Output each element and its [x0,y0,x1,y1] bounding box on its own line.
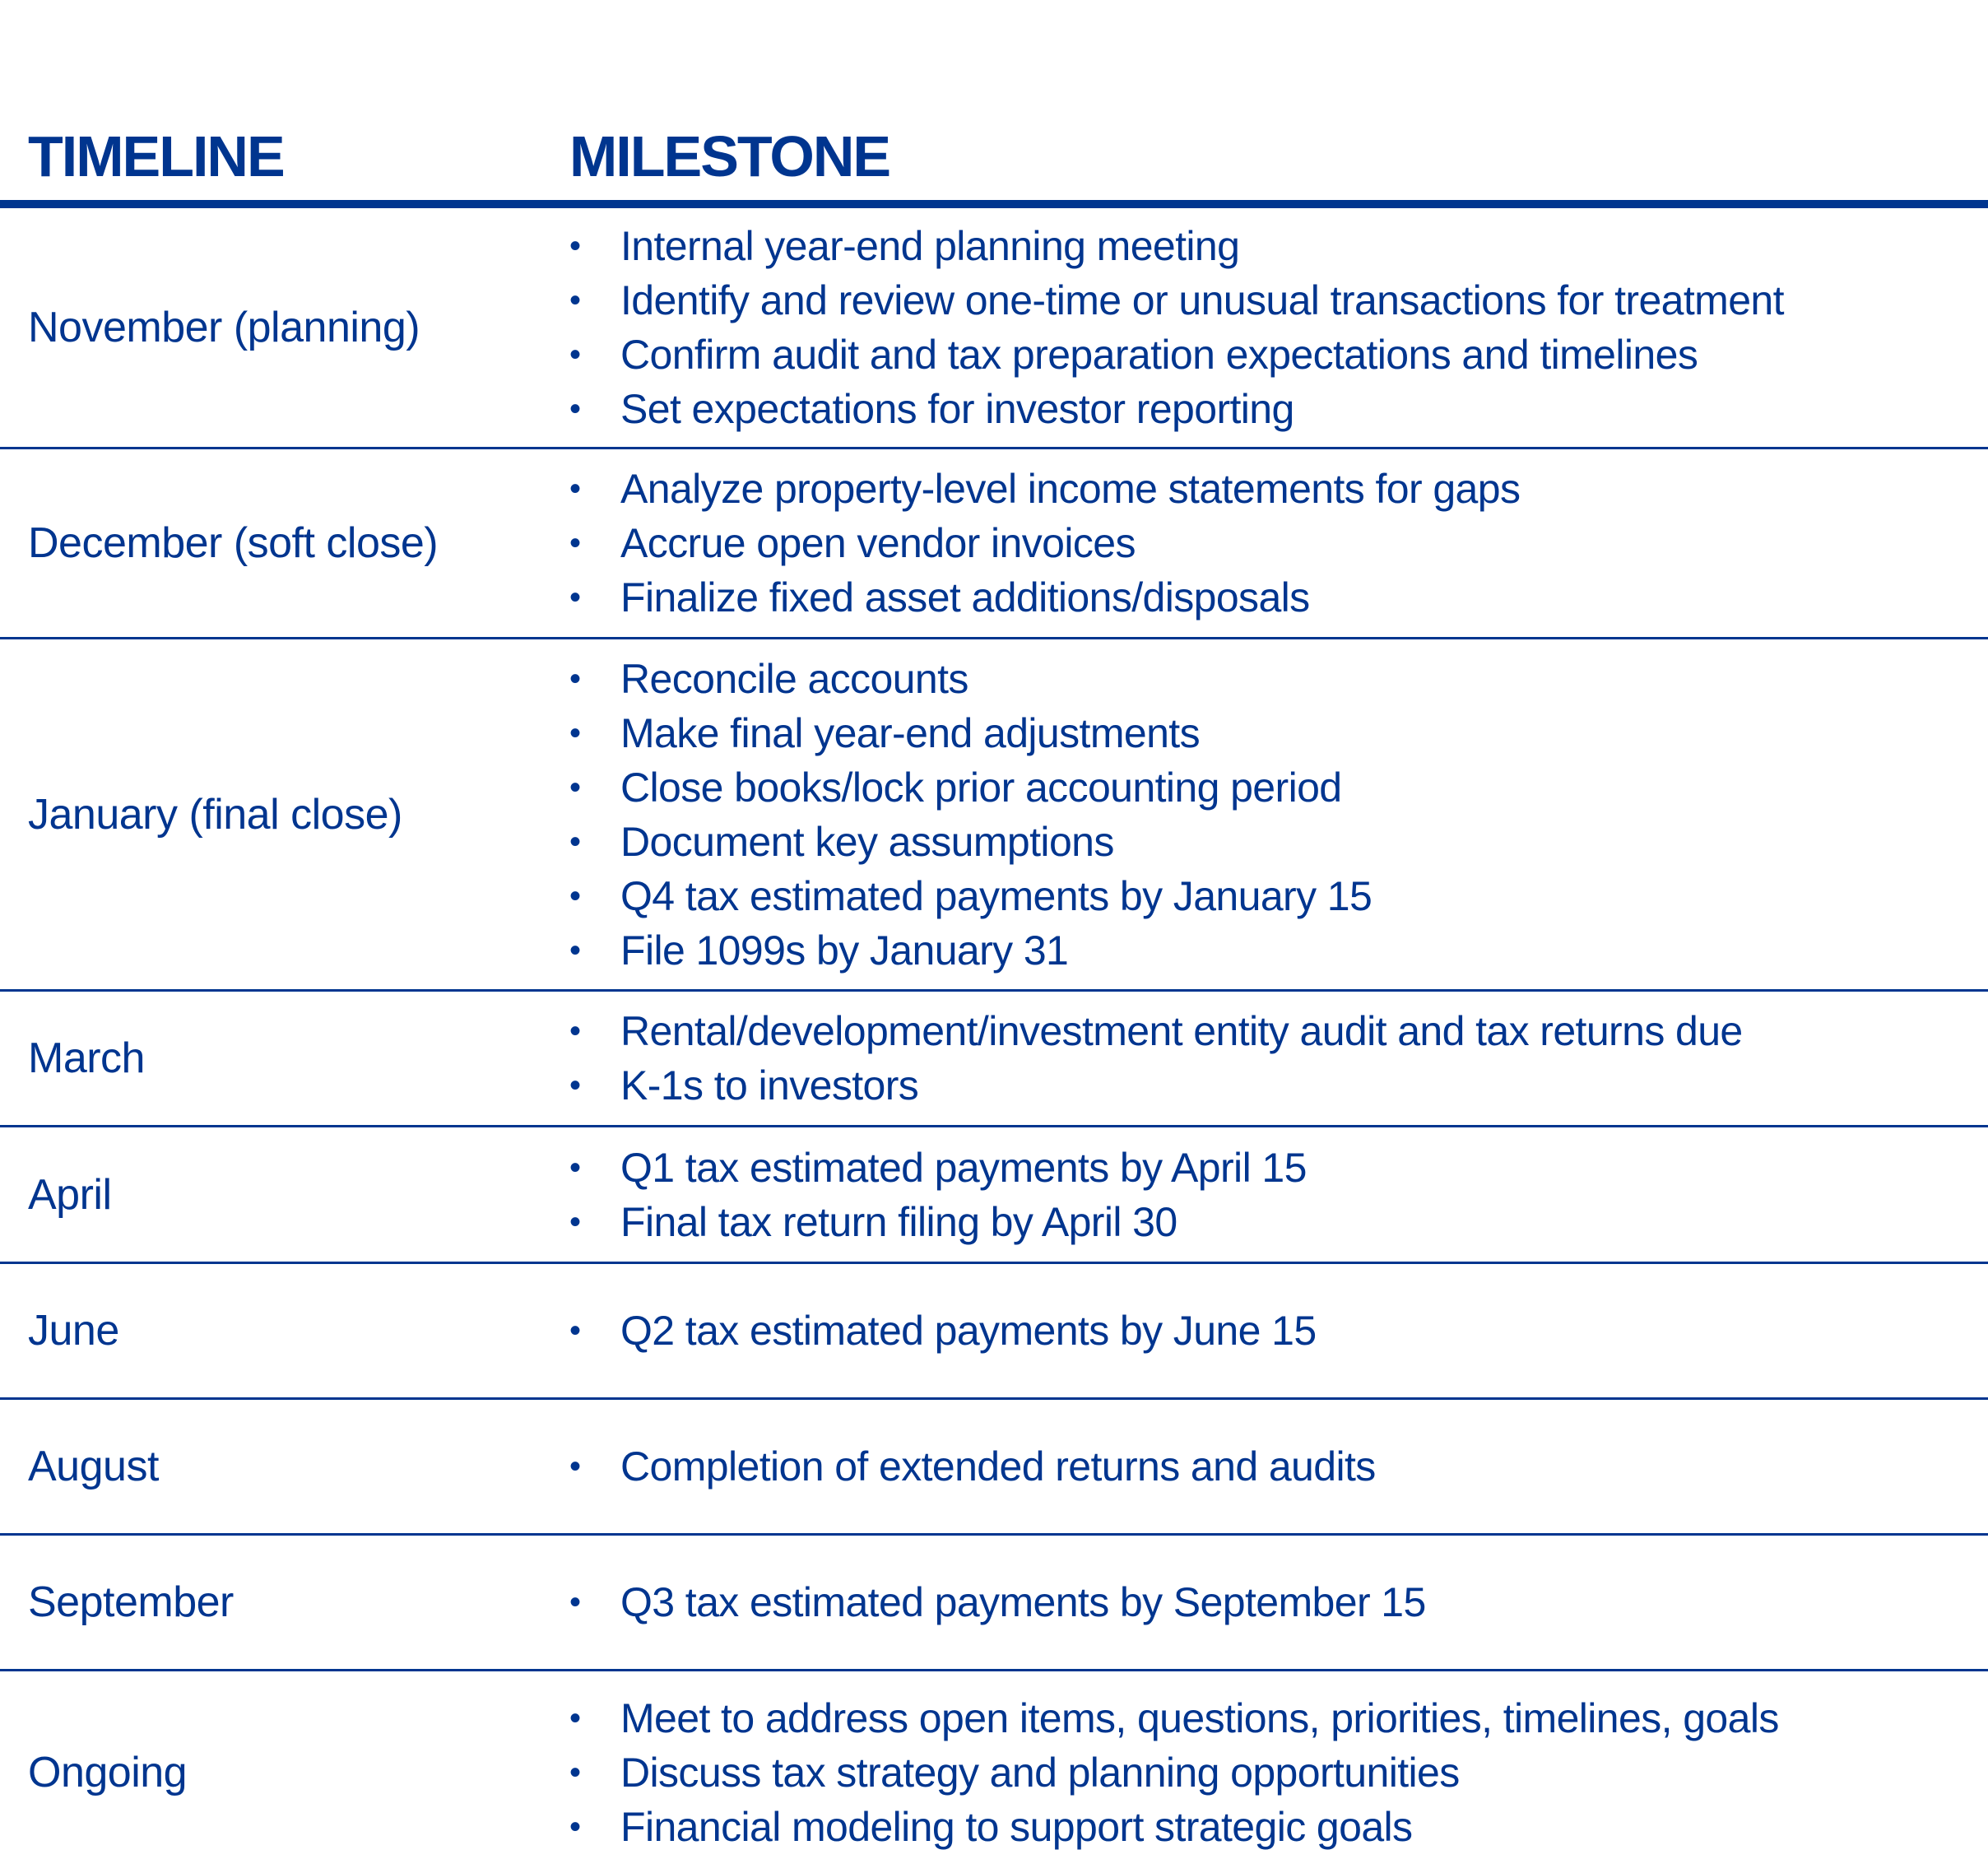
milestone-item [569,462,1520,516]
header-divider [0,200,1988,208]
bullet-icon: • [569,877,581,914]
milestone-text: K-1s to investors [620,1062,919,1108]
milestone-list [569,1004,1743,1113]
milestone-text: Q4 tax estimated payments by January 15 [620,872,1373,919]
bullet-icon: • [569,823,581,860]
milestone-text: Final tax return filing by April 30 [620,1198,1177,1245]
table-row [0,208,1988,447]
milestone-item [569,1141,1307,1195]
milestone-list [569,1304,1317,1358]
milestone-text: Set expectations for investor reporting [620,386,1294,432]
bullet-icon: • [569,1584,581,1620]
milestone-item [569,1304,1317,1358]
bullet-icon: • [569,228,581,264]
milestone-list [569,219,1784,436]
bullet-icon: • [569,1448,581,1485]
bullet-icon: • [569,1313,581,1349]
milestone-item [569,1195,1307,1249]
milestone-text: Discuss tax strategy and planning opportunities [620,1749,1460,1796]
milestone-item [569,652,1372,706]
timeline-cell: April [28,1170,112,1219]
timeline-cell: September [28,1578,234,1626]
timeline-column-header: TIMELINE [28,124,284,188]
milestone-text: Identify and review one-time or unusual transactions for treatment [620,277,1784,323]
bullet-icon: • [569,282,581,318]
milestone-item [569,760,1372,815]
milestone-item [569,1800,1779,1854]
bullet-icon: • [569,471,581,507]
table-row [0,449,1988,637]
milestone-item [569,923,1372,978]
milestone-item [569,273,1784,328]
milestone-column-header: MILESTONE [569,124,890,188]
milestone-item [569,382,1784,436]
timeline-cell: December (soft close) [28,519,439,567]
timeline-cell: Ongoing [28,1748,188,1796]
milestone-text: Q3 tax estimated payments by September 15 [620,1579,1426,1625]
milestone-item [569,1691,1779,1745]
timeline-cell: November (planning) [28,304,420,351]
bullet-icon: • [569,1754,581,1791]
timeline-cell: June [28,1307,119,1355]
table-row [0,992,1988,1125]
bullet-icon: • [569,1149,581,1186]
milestone-item [569,815,1372,869]
milestone-text: Completion of extended returns and audits [620,1443,1376,1490]
bullet-icon: • [569,714,581,751]
milestone-item [569,1058,1743,1113]
milestone-text: Analyze property-level income statements for gaps [620,466,1521,512]
bullet-icon: • [569,1699,581,1736]
milestone-list [569,1141,1307,1249]
bullet-icon: • [569,525,581,561]
milestone-text: Document key assumptions [620,818,1114,865]
milestone-item [569,869,1372,923]
milestone-text: Q2 tax estimated payments by June 15 [620,1308,1317,1354]
table-row [0,1127,1988,1262]
bullet-icon: • [569,391,581,427]
milestone-text: Financial modeling to support strategic goals [620,1803,1413,1850]
bullet-icon: • [569,1013,581,1049]
milestone-text: Close books/lock prior accounting period [620,764,1342,811]
bullet-icon: • [569,1067,581,1104]
table-row [0,1671,1988,1873]
bullet-icon: • [569,932,581,969]
table-row [0,639,1988,989]
milestone-text: Meet to address open items, questions, priorities, timelines, goals [620,1694,1779,1741]
milestone-item [569,1575,1426,1629]
milestone-text: File 1099s by January 31 [620,927,1069,974]
milestone-list [569,652,1372,978]
milestone-item [569,516,1520,570]
milestone-text: Internal year-end planning meeting [620,223,1240,269]
milestone-item [569,706,1372,760]
table-row [0,1264,1988,1397]
timeline-cell: August [28,1443,159,1490]
bullet-icon: • [569,769,581,806]
milestone-list [569,462,1520,625]
bullet-icon: • [569,1203,581,1240]
timeline-cell: March [28,1034,145,1082]
milestone-list [569,1691,1779,1854]
milestone-text: Reconcile accounts [620,655,968,702]
milestone-text: Accrue open vendor invoices [620,520,1136,566]
milestone-text: Confirm audit and tax preparation expectations and timelines [620,332,1698,378]
bullet-icon: • [569,337,581,373]
milestone-item [569,328,1784,382]
milestone-text: Make final year-end adjustments [620,709,1200,756]
table-row [0,1536,1988,1669]
timeline-cell: January (final close) [28,790,402,839]
milestone-list [569,1439,1376,1494]
milestone-list [569,1575,1426,1629]
milestone-item [569,1004,1743,1058]
bullet-icon: • [569,660,581,697]
milestone-item [569,219,1784,273]
milestone-text: Rental/development/investment entity audit and tax returns due [620,1008,1743,1054]
milestone-item [569,1745,1779,1800]
bullet-icon: • [569,579,581,616]
milestone-item [569,570,1520,625]
milestone-text: Finalize fixed asset additions/disposals [620,574,1310,620]
bullet-icon: • [569,1808,581,1845]
table-row [0,1400,1988,1533]
milestone-item [569,1439,1376,1494]
milestone-text: Q1 tax estimated payments by April 15 [620,1144,1307,1191]
